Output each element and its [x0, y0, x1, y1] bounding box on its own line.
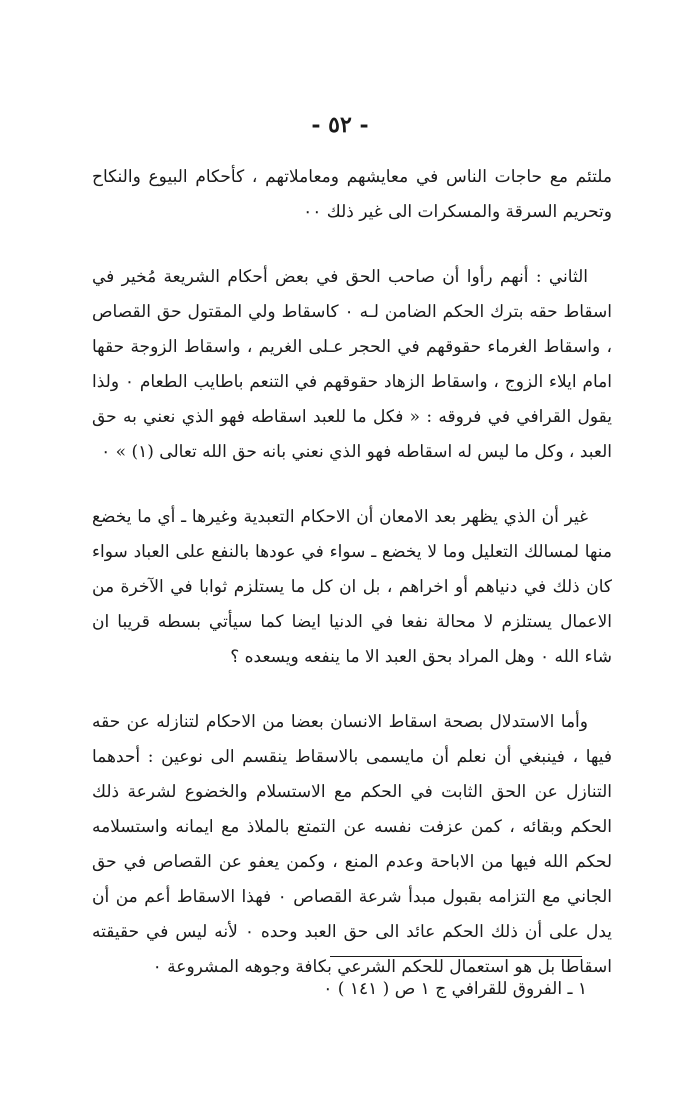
footnote-divider	[330, 956, 582, 957]
footnote: ١ ـ الفروق للقرافي ج ١ ص ( ١٤١ ) ٠	[323, 979, 587, 999]
page-number: - ٥٢ -	[311, 112, 369, 138]
body-text	[92, 160, 612, 1015]
paragraph-continuation: ملتئم مع حاجات الناس في معايشهم ومعاملاتهم ، كأحكام البيوع والنكاح وتحريم السرقة والمسكرات الى غير ذلك ٠٠	[92, 167, 612, 222]
paragraph-rebuttal: غير أن الذي يظهر بعد الامعان أن الاحكام التعبدية وغيرها ـ أي ما يخضع منها لمسالك التعليل وما لا يخضع ـ سواء في عودها بالنفع على العباد سواء كان ذلك في دنياهم أو اخراهم ، بل ان كل ما يستلزم ثوابا في الآخرة من الاعمال يستلزم لا محالة نفعا في الدنيا ايضا كما سيأتي بسطه قريبا ان شاء الله ٠ وهل المراد بحق العبد الا ما ينفعه ويسعده ؟	[92, 507, 612, 667]
paragraph-second-argument: الثاني : أنهم رأوا أن صاحب الحق في بعض أحكام الشريعة مُخير في اسقاط حقه بترك الحكم الضامن لـه ٠ كاسقاط ولي المقتول حق القصاص ، واسقاط الغرماء حقوقهم في الحجر عـلى الغريم ، واسقاط الزوجة حقها امام ايلاء الزوج ، واسقاط الزهاد حقوقهم في التنعم باطايب الطعام ٠ ولذا يقول القرافي في فروقه : « فكل ما للعبد اسقاطه فهو الذي نعني به حق العبد ، وكل ما ليس له اسقاطه فهو الذي نعني بانه حق الله تعالى (١) » ٠	[92, 267, 613, 462]
paragraph-waiver-discussion: وأما الاستدلال بصحة اسقاط الانسان بعضا من الاحكام لتنازله عن حقه فيها ، فينبغي أن نعلم أن مايسمى بالاسقاط ينقسم الى نوعين : أحدهما التنازل عن الحق الثابت في الحكم مع الاستسلام والخضوع لشرعة ذلك الحكم وبقائه ، كمن عزفت نفسه عن التمتع بالملاذ مع ايمانه واستسلامه لحكم الله فيها من الاباحة وعدم المنع ، وكمن يعفو عن القصاص في حق الجاني مع التزامه بقبول مبدأ شرعة القصاص ٠ فهذا الاسقاط أعم من أن يدل على أن ذلك الحكم عائد الى حق العبد وحده ٠ لأنه ليس في حقيقته اسقاطا بل هو استعمال للحكم الشرعي بكافة وجوهه المشروعة ٠	[92, 712, 612, 977]
